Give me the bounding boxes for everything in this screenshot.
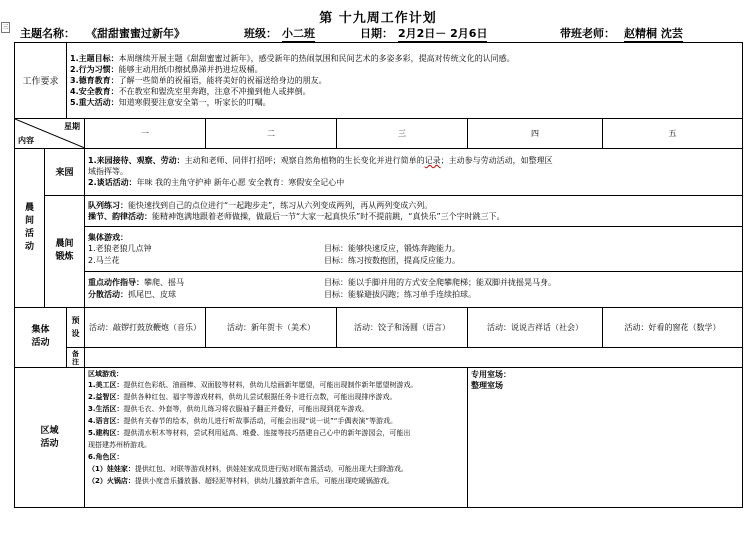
note-label: 备注 <box>67 348 85 368</box>
plan-header <box>20 25 740 40</box>
area-game-line: 现搭建苏州桥游戏。 <box>88 441 152 450</box>
weekly-plan-table <box>14 42 743 508</box>
arrival-line: 1.来园接待、观察、劳动：主动和老师、同伴打招呼；观察自然角植物的生长变化并进行简单的记录；主动参与劳动活动，如整理区 <box>88 156 553 166</box>
class-name: 小二班 <box>282 27 315 40</box>
activity-fri: 活动：好看的窗花（数学） <box>603 307 743 347</box>
area-game-line: （1）娃娃家：提供红包、对联等游戏材料，供娃娃家成员进行贴对联布置活动，可能出现大扫除游戏。 <box>88 465 408 474</box>
goal-item: 3.德育教育：了解一些简单的祝福语，能将美好的祝福送给身边的朋友。 <box>70 76 327 86</box>
area-game-line: （2）火锅店：提供小度音乐播放器、超轻泥等材料，供幼儿播放新年音乐，可能出现吃暖锅游戏。 <box>88 477 394 486</box>
collective-game-content <box>85 227 743 271</box>
weekday-header-row <box>15 119 743 149</box>
area-game-line: 1.美工区：提供红色彩纸、油画棒、双面胶等材料，供幼儿绘画新年愿望，可能出现制作新年愿望树游戏。 <box>88 381 418 390</box>
activity-wed: 活动：饺子和汤圆（语言） <box>337 307 468 347</box>
area-game-line: 2.益智区：提供各种红包、福字等游戏材料，供幼儿尝试根据任务卡进行点数，可能出现排序游戏。 <box>88 393 397 402</box>
goals-content <box>67 43 743 119</box>
note-row <box>15 348 743 368</box>
group-activity-label: 集体活动 <box>15 307 67 367</box>
guidance-row <box>15 271 743 307</box>
special-room-text: 整理室场 <box>471 381 504 391</box>
group-activity-row <box>15 307 743 347</box>
area-game-content <box>85 368 468 508</box>
goal-item: 2.行为习惯：能够主动用纸巾擦拭鼻涕并扔进垃圾桶。 <box>70 65 263 75</box>
weekday-corner-cell <box>15 119 85 149</box>
class-label: 班级： <box>244 27 277 40</box>
area-game-title: 区域游戏： <box>88 370 124 379</box>
weekday-tue: 二 <box>206 119 337 149</box>
goal-item: 4.安全教育：不在教室和盥洗室里奔跑，注意不冲撞到他人或摔倒。 <box>70 87 311 97</box>
collective-game-item: 2.马兰花 目标：练习按数抱团，提高反应能力。 <box>88 255 461 265</box>
teacher-label: 带班老师： <box>560 27 615 40</box>
collective-game-row <box>15 227 743 271</box>
goals-label: 工作要求 <box>15 43 67 119</box>
document-corner-mark: 三 <box>2 24 9 31</box>
area-game-line: 5.建构区：提供清水积木等材料，尝试利用延高、堆叠、连接等技巧搭建自己心中的新年游园会，可能出 <box>88 429 411 438</box>
arrival-label: 来园 <box>45 148 85 195</box>
corner-content-label: 内容 <box>18 135 34 145</box>
page-title: 第 十九周工作计划 <box>319 11 437 26</box>
theme-label: 主题名称： <box>20 27 75 40</box>
area-game-line: 4.语言区：提供有关春节的绘本，供幼儿进行听故事活动，可能会出现“说一说”“手偶表演”等游戏。 <box>88 417 398 426</box>
collective-game-item: 1.老狼老狼几点钟 目标：能够快速反应，锻炼奔跑能力。 <box>88 243 461 253</box>
theme-name: 《甜甜蜜蜜过新年》 <box>86 27 185 40</box>
teacher-names: 赵精桐 沈芸 <box>624 27 683 40</box>
area-activity-row <box>15 368 743 508</box>
weekday-fri: 五 <box>603 119 743 149</box>
activity-tue: 活动：新年贺卡（美术） <box>206 307 337 347</box>
date-label: 日期： <box>360 27 393 40</box>
weekday-mon: 一 <box>85 119 206 149</box>
morning-activity-label: 晨间活动 <box>15 148 45 307</box>
exercise-label: 晨间锻炼 <box>45 195 85 307</box>
arrival-content <box>85 148 743 195</box>
activity-thu: 活动：说说吉祥话（社会） <box>468 307 603 347</box>
rhythm-practice: 操节、韵律活动：能精神饱满地跟着老师做操，做最后一节“大家一起真快乐”时不提前跳，“真快乐”三个字时跳三下。 <box>88 211 505 221</box>
area-game-line: 3.生活区：提供毛衣、外套等，供幼儿练习将衣服袖子翻正并叠好，可能出现到花车游戏。 <box>88 405 369 414</box>
special-room-content <box>468 368 743 508</box>
arrival-row <box>15 148 743 195</box>
note-content <box>85 348 743 368</box>
exercise-content <box>85 195 743 227</box>
area-activity-label: 区域活动 <box>15 368 85 508</box>
goal-item: 1.主题目标：本周继续开展主题《甜甜蜜蜜过新年》，感受新年的热闹氛围和民间艺术的多姿多彩，提高对传统文化的认同感。 <box>70 54 515 64</box>
preset-label: 预设 <box>67 307 85 347</box>
goals-row <box>15 43 743 119</box>
corner-weekday-label: 星期 <box>64 122 81 132</box>
date-range: 2月2日－ 2月6日 <box>398 27 488 40</box>
area-game-line: 6.角色区： <box>88 453 124 462</box>
special-room-label: 专用室场： <box>471 370 512 380</box>
guidance-item: 重点动作指导：攀爬、摇马 目标：能以手脚并用的方式安全爬攀爬梯；能双脚并拢摇晃马身。 <box>88 278 557 288</box>
arrival-line: 域指挥等。 <box>88 167 129 177</box>
guidance-content <box>85 271 743 307</box>
queue-practice: 队列练习：能快速找到自己的点位进行“一起跑步走”，练习从六列变成两列，再从两列变成六列。 <box>88 200 433 210</box>
guidance-item: 分散活动：抓尾巴、皮球 目标：能躲避拔闪跑；练习单手连续拍球。 <box>88 290 477 300</box>
arrival-line: 2.谈话活动：年味 我的主角守护神 新年心愿 安全教育：寒假安全记心中 <box>88 178 345 188</box>
activity-mon: 活动：敲锣打鼓放鞭炮（音乐） <box>85 307 206 347</box>
weekday-thu: 四 <box>468 119 603 149</box>
weekday-wed: 三 <box>337 119 468 149</box>
collective-game-title: 集体游戏： <box>88 232 129 242</box>
goal-item: 5.重大活动：知道寒假要注意安全第一，听家长的叮嘱。 <box>70 98 271 108</box>
exercise-row <box>15 195 743 227</box>
